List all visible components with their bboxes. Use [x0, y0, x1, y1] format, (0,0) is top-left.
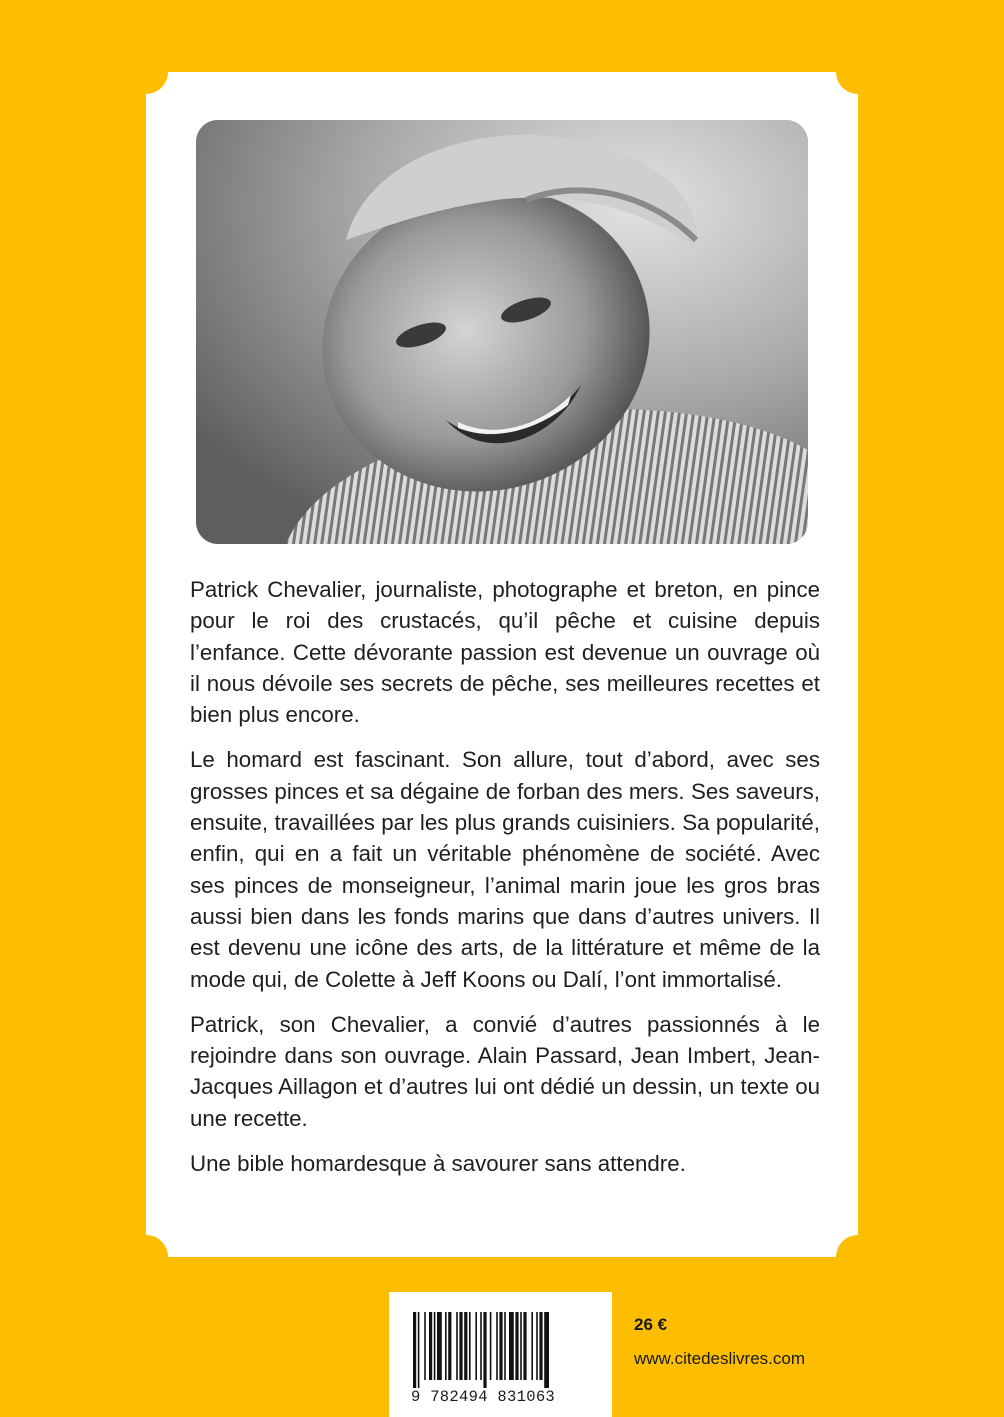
- back-cover-card: [146, 72, 858, 1257]
- barcode-bar: [531, 1312, 533, 1380]
- barcode-bar: [480, 1312, 482, 1380]
- publisher-website: www.citedeslivres.com: [634, 1349, 805, 1368]
- barcode-bar: [520, 1312, 522, 1380]
- barcode-bar: [523, 1312, 526, 1380]
- barcode-bar: [504, 1312, 506, 1380]
- barcode-bar: [424, 1312, 426, 1380]
- barcode-bar: [483, 1312, 486, 1388]
- barcode-bar: [456, 1312, 458, 1380]
- description-paragraph: Patrick, son Chevalier, a convié d’autres passionnés à le rejoindre dans son ouvrage. Alain Passard, Jean Imbert, Jean-Jacques Aillagon et d’autres lui ont dédié un dessin, un texte ou une recette.: [190, 1011, 820, 1131]
- barcode-bar: [413, 1312, 416, 1388]
- barcode-icon: [413, 1312, 589, 1388]
- portrait-illustration: [196, 120, 808, 544]
- description-paragraph: Le homard est fascinant. Son allure, tout d’abord, avec ses grosses pinces et sa dégaine de forban des mers. Ses saveurs, ensuite, travaillées par les plus grands cuisiniers. Sa popularité, enfin, qui en a fait un véritable phénomène de société. Avec ses pinces de monseigneur, l’animal marin joue les gros bras aussi bien dans les fonds marins que dans d’autres univers. Il est devenu une icône des arts, de la littérature et même de la mode qui, de Colette à Jeff Koons ou Dalí, l’ont immortalisé.: [190, 747, 820, 992]
- corner-notch: [124, 1235, 168, 1279]
- barcode-bar: [445, 1312, 447, 1380]
- barcode-bar: [496, 1312, 498, 1380]
- barcode-bar: [448, 1312, 451, 1380]
- description-paragraph: Patrick Chevalier, journaliste, photographe et breton, en pince pour le roi des crustacés, qu’il pêche et cuisine depuis l’enfance. Cette dévorante passion est devenue un ouvrage où il nous dévoile ses secrets de pêche, ses meilleures recettes et bien plus encore.: [190, 577, 820, 728]
- barcode-bar: [469, 1312, 471, 1380]
- barcode-bar: [515, 1312, 518, 1380]
- barcode-bar: [429, 1312, 432, 1380]
- barcode-bar: [418, 1312, 420, 1388]
- barcode-bar: [499, 1312, 502, 1380]
- corner-notch: [836, 50, 880, 94]
- corner-notch: [124, 50, 168, 94]
- barcode-bar: [490, 1312, 492, 1380]
- corner-notch: [836, 1235, 880, 1279]
- barcode-bar: [475, 1312, 477, 1380]
- barcode-bar: [509, 1312, 514, 1380]
- barcode-bar: [544, 1312, 549, 1388]
- barcode-bar: [459, 1312, 462, 1380]
- barcode-bar: [539, 1312, 542, 1380]
- description-paragraph: Une bible homardesque à savourer sans attendre.: [190, 1151, 686, 1177]
- isbn-number: 9 782494 831063: [411, 1388, 556, 1406]
- barcode-bar: [464, 1312, 467, 1380]
- price-label: 26 €: [634, 1315, 668, 1334]
- author-portrait-photo: [196, 120, 808, 544]
- barcode-bar: [434, 1312, 436, 1380]
- barcode-bar: [536, 1312, 538, 1380]
- barcode-panel: [389, 1292, 612, 1417]
- barcode-bar: [437, 1312, 442, 1380]
- book-description: [190, 574, 820, 1193]
